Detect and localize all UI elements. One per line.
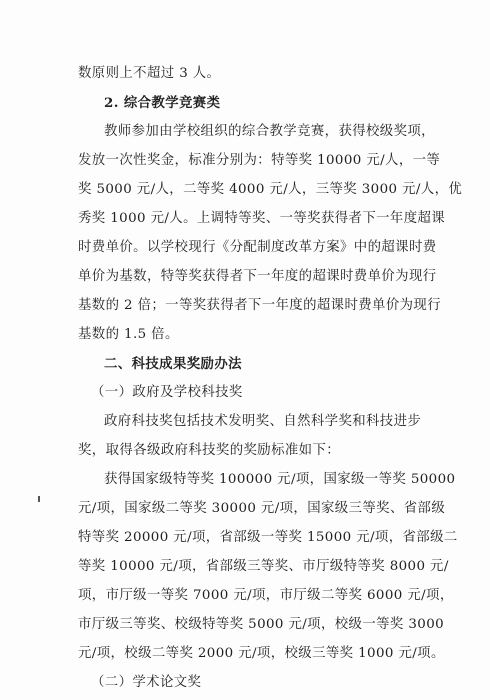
text-line-16: 元/项，国家级二等奖 30000 元/项，国家级三等奖、省部级 [78, 501, 446, 516]
text-line-8: 单价为基数，特等奖获得者下一年度的超课时费单价为现行 [78, 269, 437, 284]
text-line-14: 奖，取得各级政府科技奖的奖励标准如下： [78, 443, 341, 458]
text-line-9: 基数的 2 倍；一等奖获得者下一年度的超课时费单价为现行 [78, 298, 441, 313]
text-line-1: 数原则上不超过 3 人。 [78, 66, 221, 81]
text-line-21: 元/项，校级二等奖 2000 元/项，校级三等奖 1000 元/项。 [78, 646, 445, 661]
section-heading-sci-tech-awards: 二、科技成果奖励办法 [104, 356, 242, 372]
scan-speck [38, 496, 40, 502]
text-line-6: 秀奖 1000 元/人。上调特等奖、一等奖获得者下一年度超课 [78, 211, 446, 226]
text-line-13: 政府科技奖包括技术发明奖、自然科学奖和科技进步 [104, 414, 422, 429]
text-line-15: 获得国家级特等奖 100000 元/项，国家级一等奖 50000 [104, 472, 456, 487]
text-line-7: 时费单价。以学校现行《分配制度改革方案》中的超课时费 [78, 240, 437, 255]
text-line-19: 项，市厅级一等奖 7000 元/项，市厅级二等奖 6000 元/项， [78, 588, 454, 603]
text-line-10: 基数的 1.5 倍。 [78, 327, 179, 342]
text-line-17: 特等奖 20000 元/项，省部级一等奖 15000 元/项，省部级二 [78, 530, 458, 545]
text-line-5: 奖 5000 元/人，二等奖 4000 元/人，三等奖 3000 元/人，优 [78, 182, 463, 197]
subsection-heading-government-school-awards: （一）政府及学校科技奖 [91, 385, 243, 400]
text-line-4: 发放一次性奖金，标准分别为：特等奖 10000 元/人，一等 [78, 153, 441, 168]
text-line-18: 等奖 10000 元/项，省部级三等奖、市厅级特等奖 8000 元/ [78, 559, 449, 574]
text-line-3: 教师参加由学校组织的综合教学竞赛，获得校级奖项， [104, 124, 435, 139]
section-heading-comprehensive-teaching-competition: 2. 综合教学竞赛类 [104, 95, 221, 111]
text-line-20: 市厅级三等奖、校级特等奖 5000 元/项，校级一等奖 3000 [78, 617, 445, 632]
subsection-heading-academic-paper-awards: （二）学术论文奖 [91, 675, 202, 690]
